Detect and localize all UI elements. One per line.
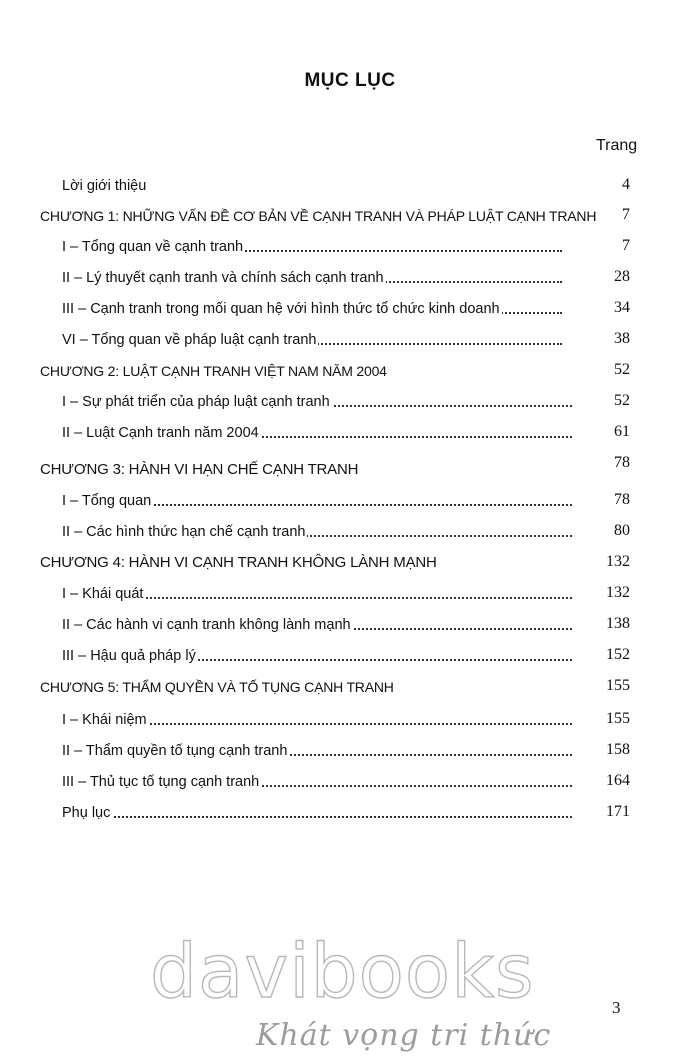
toc-entry-text: I – Tổng quan về cạnh tranh	[62, 239, 244, 255]
toc-chapter-1	[40, 202, 630, 224]
toc-chapter-2	[40, 357, 630, 379]
toc-entry-text: I – Khái quát	[62, 586, 144, 602]
page-title: MỤC LỤC	[304, 70, 396, 91]
toc-entry-page: 78	[614, 491, 630, 508]
toc-entry-text: VI – Tổng quan về pháp luật cạnh tranh	[62, 332, 317, 348]
toc-entry-text: CHƯƠNG 3: HÀNH VI HẠN CHẾ CẠNH TRANH	[40, 461, 359, 478]
page-column-label: Trang	[596, 137, 638, 154]
toc-entry-page: 4	[622, 176, 630, 193]
toc-entry	[62, 295, 630, 317]
toc-entry-text: Phụ lục	[62, 805, 111, 821]
toc-entry-page: 78	[614, 454, 630, 471]
toc-entry-text: III – Cạnh tranh trong mối quan hệ với hình thức tổ chức kinh doanh	[62, 301, 500, 317]
toc-entry	[62, 580, 630, 602]
toc-entry-page: 132	[606, 553, 630, 570]
toc-chapter-3	[40, 456, 630, 478]
toc-entry	[62, 233, 630, 255]
toc-entry-page: 155	[606, 677, 630, 694]
toc-entry-page: 138	[606, 615, 630, 632]
toc-entry-text: CHƯƠNG 4: HÀNH VI CẠNH TRANH KHÔNG LÀNH MẠNH	[40, 554, 437, 571]
toc-entry-text: II – Các hình thức hạn chế cạnh tranh	[62, 524, 306, 540]
toc-entry	[62, 388, 630, 410]
toc-entry-text: II – Các hành vi cạnh tranh không lành mạnh	[62, 617, 351, 633]
toc-entry-page: 38	[614, 330, 630, 347]
page-number: 3	[612, 998, 621, 1017]
toc-entry-text: I – Tổng quan	[62, 493, 152, 509]
watermark-brand: davibooks	[150, 929, 535, 1015]
toc-entry-page: 7	[622, 237, 630, 254]
toc-entry-text: CHƯƠNG 2: LUẬT CẠNH TRANH VIỆT NAM NĂM 2004	[40, 363, 387, 379]
toc-entry	[62, 326, 630, 348]
toc-entry-page: 158	[606, 741, 630, 758]
toc-entry-page: 52	[614, 392, 630, 409]
toc-entry-page: 155	[606, 710, 630, 727]
toc-entry-text: I – Sự phát triển của pháp luật cạnh tranh	[62, 394, 330, 410]
toc-entry-intro	[62, 172, 630, 194]
toc-entry-page: 132	[606, 584, 630, 601]
toc-entry-page: 164	[606, 772, 630, 789]
toc-entry-page: 28	[614, 268, 630, 285]
toc-entry-page: 7	[622, 206, 630, 223]
toc-entry-text: II – Lý thuyết cạnh tranh và chính sách cạnh tranh	[62, 270, 384, 286]
toc-entry	[62, 264, 630, 286]
toc-entry-page: 171	[606, 803, 630, 820]
toc-entry	[62, 487, 630, 509]
toc-entry-text: CHƯƠNG 1: NHỮNG VẤN ĐỀ CƠ BẢN VỀ CẠNH TRANH VÀ PHÁP LUẬT CẠNH TRANH	[40, 208, 597, 224]
toc-entry-page: 152	[606, 646, 630, 663]
toc-entry	[62, 737, 630, 759]
toc-entry-text: Lời giới thiệu	[62, 178, 147, 194]
toc-entry-text: II – Thẩm quyền tố tụng cạnh tranh	[62, 743, 288, 759]
toc-entry-text: CHƯƠNG 5: THẨM QUYỀN VÀ TỐ TỤNG CẠNH TRANH	[40, 679, 394, 695]
toc-entry-appendix	[62, 799, 630, 821]
watermark-slogan: Khát vọng tri thức	[256, 1018, 552, 1053]
toc-entry-text: III – Hậu quả pháp lý	[62, 648, 196, 664]
toc-chapter-5	[40, 673, 630, 695]
toc-entry-text: III – Thủ tục tố tụng cạnh tranh	[62, 774, 260, 790]
toc-entry	[62, 518, 630, 540]
toc-entry	[62, 611, 630, 633]
toc-chapter-4	[40, 549, 630, 571]
dot-leader	[62, 816, 572, 818]
toc-entry-page: 80	[614, 522, 630, 539]
toc-entry	[62, 768, 630, 790]
toc-entry	[62, 642, 630, 664]
toc-entry	[62, 419, 630, 441]
toc-entry-text: I – Khái niệm	[62, 712, 147, 728]
toc-entry-page: 34	[614, 299, 630, 316]
toc-entry-text: II – Luật Cạnh tranh năm 2004	[62, 425, 259, 441]
toc-entry-page: 61	[614, 423, 630, 440]
toc-entry	[62, 706, 630, 728]
toc-entry-page: 52	[614, 361, 630, 378]
